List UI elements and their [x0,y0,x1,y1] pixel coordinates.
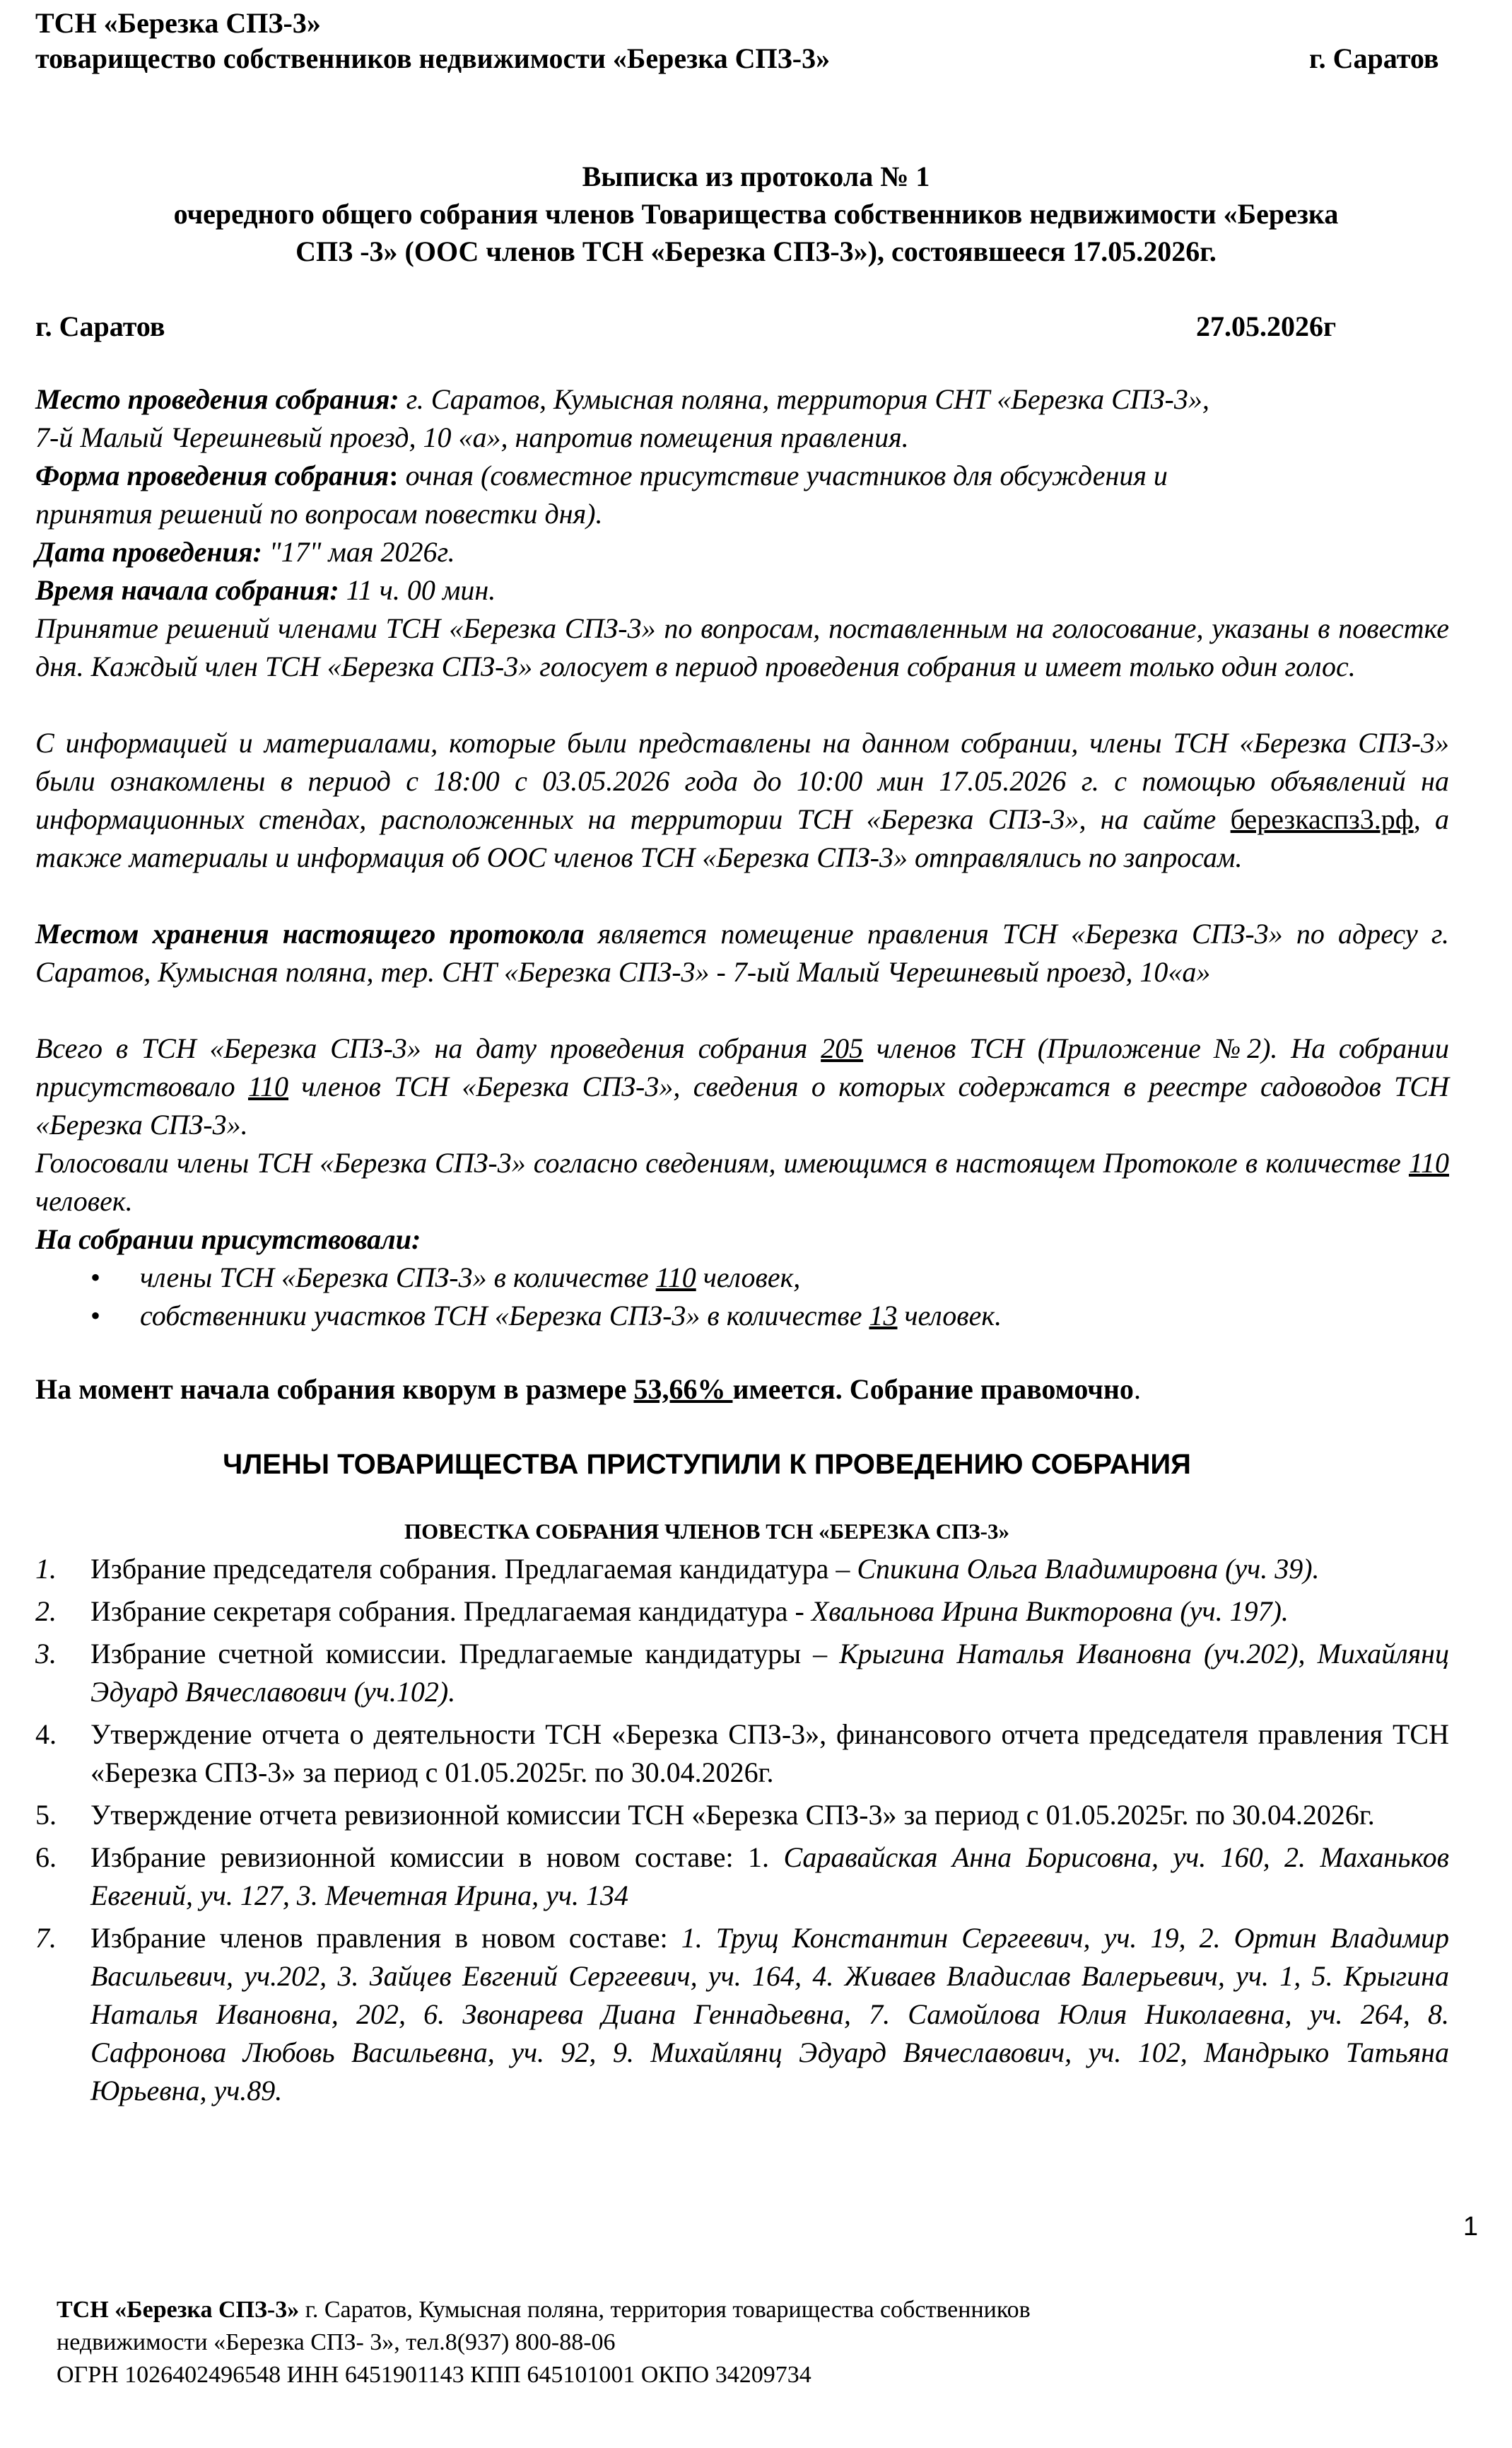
venue-text: г. Саратов, Кумысная поляна, территория СНТ «Березка СПЗ-3», [399,383,1209,415]
form-label: Форма проведения собрания [35,460,389,491]
date-text: "17" мая 2026г. [262,536,455,568]
doc-title-line1: Выписка из протокола № 1 [582,161,930,192]
agenda-item [35,1592,1449,1631]
total-text-b: членов ТСН (Приложение №2). На собрании присутствовало [35,1032,1450,1102]
section-heading: ЧЛЕНЫ ТОВАРИЩЕСТВА ПРИСТУПИЛИ К ПРОВЕДЕНИЮ СОБРАНИЯ [223,1449,1191,1480]
header-org-full: товарищество собственников недвижимости «Березка СПЗ-3» [35,42,831,74]
page-number: 1 [1463,2212,1478,2242]
footer-line-3: ОГРН 1026402496548 ИНН 6451901143 КПП 645101001 ОКПО 34209734 [57,2362,811,2388]
venue-text-2: 7-й Малый Черешневый проезд, 10 «а», напротив помещения правления. [35,421,909,453]
total-paragraph [35,1030,1449,1144]
agenda-item [35,1550,1449,1588]
header-city: г. Саратов [1309,42,1439,74]
agenda-item [35,1796,1449,1834]
agenda-item-candidates: Хвальнова Ирина Викторовна (уч. 197). [811,1595,1289,1627]
date-label: Дата проведения: [35,536,262,568]
voted-text-a: Голосовали члены ТСН «Березка СПЗ-3» согласно сведениям, имеющимся в настоящем Протоколе в количестве [35,1147,1409,1179]
voted-text-b: человек. [35,1185,133,1217]
doc-title-line3: СПЗ -3» (ООС членов ТСН «Березка СПЗ-3»), состоявшееся 17.05.2026г. [295,235,1217,267]
bullet2-count: 13 [869,1300,898,1331]
agenda-item-text: Утверждение отчета о деятельности ТСН «Березка СПЗ-3», финансового отчета председателя правления ТСН «Березка СПЗ-3» за период с 01.05.2025г. по 30.04.2026г. [90,1718,1449,1788]
agenda-item [35,1715,1449,1792]
agenda-item-number: 2. [35,1595,57,1627]
agenda-item-number: 6. [35,1841,57,1873]
footer-address: г. Саратов, Кумысная поляна, территория товарищества собственников [299,2297,1031,2323]
website-link[interactable]: березкаспз3.рф [1230,803,1414,835]
place-city: г. Саратов [35,310,165,342]
document-date: 27.05.2026г [1196,310,1337,342]
footer-line-1 [57,2295,1031,2326]
storage-text: является помещение правления ТСН «Березка СПЗ-3» по адресу г. Саратов, Кумысная поляна, тер. СНТ «Березка СПЗ-3» - 7-ый Малый Черешневый проезд, 10«а» [35,918,1450,988]
form-colon: : [389,460,399,491]
footer-line-2: недвижимости «Березка СПЗ- 3», тел.8(937) 800-88-06 [57,2329,616,2355]
quorum-text-b: имеется. Собрание правомочно [732,1373,1134,1405]
quorum-line [35,1370,1141,1409]
agenda-item [35,1919,1449,2110]
agenda-item-text: Избрание счетной комиссии. Предлагаемые кандидатуры – [90,1638,840,1669]
storage-paragraph [35,915,1449,991]
footer-org: ТСН «Березка СПЗ-3» [57,2297,300,2323]
quorum-dot: . [1133,1373,1141,1405]
attended-label: На собрании присутствовали: [35,1223,421,1255]
agenda-heading: ПОВЕСТКА СОБРАНИЯ ЧЛЕНОВ ТСН «БЕРЕЗКА СПЗ-3» [404,1519,1009,1544]
agenda-item [35,1838,1449,1915]
form-text-2: принятия решений по вопросам повестки дня). [35,498,603,530]
agenda-item-number: 1. [35,1553,57,1585]
bullet2-text-a: собственники участков ТСН «Березка СПЗ-3» в количестве [140,1300,869,1331]
venue-paragraph [35,380,1449,610]
agenda-item-text: Утверждение отчета ревизионной комиссии ТСН «Березка СПЗ-3» за период с 01.05.2025г. по 30.04.2026г. [90,1799,1375,1831]
voted-count: 110 [1408,1147,1449,1179]
total-members-count: 205 [821,1032,864,1064]
bullet1-text-b: человек, [696,1261,801,1293]
agenda-item-number: 7. [35,1922,57,1954]
bullet2-text-b: человек. [897,1300,1002,1331]
voted-paragraph [35,1144,1449,1220]
time-label: Время начала собрания: [35,574,339,606]
total-text-a: Всего в ТСН «Березка СПЗ-3» на дату проведения собрания [35,1032,821,1064]
agenda-item-candidates: Крыгина Наталья Ивановна (уч.202), Михайлянц Эдуард Вячеславович (уч.102). [90,1638,1449,1708]
agenda-item [35,1635,1449,1711]
present-members-count: 110 [247,1071,289,1102]
agenda-item-candidates: Спикина Ольга Владимировна (уч. 39). [857,1553,1320,1585]
total-text-c: членов ТСН «Березка СПЗ-3», сведения о которых содержатся в реестре садоводов ТСН «Березка СПЗ-3». [35,1071,1449,1141]
bullet1-text-a: члены ТСН «Березка СПЗ-3» в количестве [140,1261,656,1293]
agenda-list [35,1550,1449,2114]
agenda-item-text: Избрание секретаря собрания. Предлагаемая кандидатура - [90,1595,811,1627]
quorum-percent: 53,66% [633,1373,733,1405]
venue-label: Место проведения собрания: [35,383,399,415]
info-paragraph [35,724,1449,877]
agenda-item-candidates: Саравайская Анна Борисовна, уч. 160, 2. Маханьков Евгений, уч. 127, 3. Мечетная Ирина, уч. 134 [90,1841,1449,1911]
agenda-item-text: Избрание председателя собрания. Предлагаемая кандидатура – [90,1553,857,1585]
agenda-item-number: 3. [35,1638,57,1669]
info-text-b: , а также материалы и информация об ООС членов ТСН «Березка СПЗ-3» отправлялись по запросам. [35,803,1449,873]
quorum-text-a: На момент начала собрания кворум в размере [35,1373,634,1405]
agenda-item-text: Избрание ревизионной комиссии в новом составе: 1. [90,1841,784,1873]
agenda-item-number: 5. [35,1799,57,1831]
agenda-item-candidates: 1. Трущ Константин Сергеевич, уч. 19, 2. Ортин Владимир Васильевич, уч.202, 3. Зайцев Евгений Сергеевич, уч. 164, 4. Живаев Владислав Валерьевич, уч. 1, 5. Крыгина Наталья Ивановна, 202, 6. Звонарева Диана Геннадьевна, 7. Самойлова Юлия Николаевна, уч. 264, 8. Сафронова Любовь Васильевна, уч. 92, 9. Михайлянц Эдуард Вячеславович, уч. 102, Мандрыко Татьяна Юрьевна, уч.89. [90,1922,1449,2106]
form-text: очная (совместное присутствие участников для обсуждения и [398,460,1168,491]
storage-label: Местом хранения настоящего протокола [35,918,585,950]
agenda-item-text: Избрание членов правления в новом составе: [90,1922,681,1954]
time-text: 11 ч. 00 мин. [339,574,496,606]
bullet-glyph: • [90,1300,101,1331]
decisions-text: Принятие решений членами ТСН «Березка СПЗ-3» по вопросам, поставленным на голосование, указаны в повестке дня. Каждый член ТСН «Березка СПЗ-3» голосует в период проведения собрания и имеет только один голос. [35,612,1449,682]
header-org-short: ТСН «Березка СПЗ-3» [35,7,321,39]
agenda-item-number: 4. [35,1718,57,1750]
doc-title-line2: очередного общего собрания членов Товарищества собственников недвижимости «Березка [173,198,1339,230]
bullet1-count: 110 [655,1261,696,1293]
info-text-a: С информацией и материалами, которые были представлены на данном собрании, члены ТСН «Березка СПЗ-3» были ознакомлены в период с 18:00 с 03.05.2026 года до 10:00 мин 17.05.2026 г. с помощью объявлений на информационных стендах, расположенных на территории ТСН «Березка СПЗ-3», на сайте [35,727,1449,835]
decisions-paragraph [35,610,1449,686]
bullet-glyph: • [90,1261,101,1293]
